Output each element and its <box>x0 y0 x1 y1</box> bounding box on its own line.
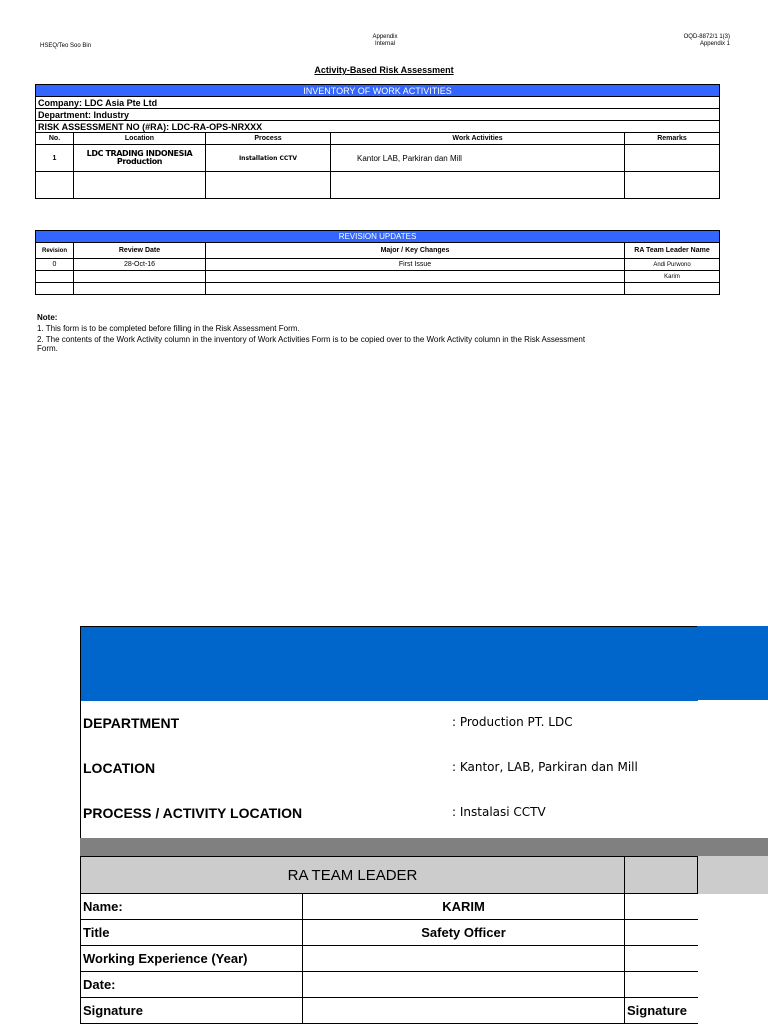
header-doc-ref-line2: Appendix 1 <box>699 41 730 47</box>
col-no: No. <box>36 133 74 145</box>
section-banner-extension <box>697 626 768 700</box>
team-leader-table <box>80 856 698 1024</box>
header-appendix <box>340 34 430 48</box>
row-process: Installation CCTV <box>206 145 331 172</box>
leader-header-extension <box>697 856 768 894</box>
header-appendix-line1: Appendix <box>372 34 398 40</box>
col-revision: Revision <box>36 243 74 259</box>
rev-date <box>74 271 206 283</box>
header-doc-ref-line1: OQD-8872/1 1(3) <box>683 34 730 40</box>
process-label: PROCESS / ACTIVITY LOCATION <box>83 805 303 821</box>
note-item: 1. This form is to be completed before filling in the Risk Assessment Form. <box>37 324 300 333</box>
leader-header-blank <box>625 857 698 894</box>
rev-date <box>74 283 206 295</box>
location-value: : Kantor, LAB, Parkiran dan Mill <box>452 760 638 774</box>
company-row: Company: LDC Asia Pte Ltd <box>36 97 720 109</box>
name-value: KARIM <box>303 894 625 920</box>
date-extra <box>625 972 698 998</box>
rev-number <box>36 271 74 283</box>
notes-section <box>37 313 597 355</box>
department-value: : Production PT. LDC <box>452 715 573 729</box>
section-banner <box>80 626 698 701</box>
table-row <box>36 172 720 199</box>
col-work-activities: Work Activities <box>331 133 625 145</box>
col-team-leader: RA Team Leader Name <box>625 243 720 259</box>
date-value <box>303 972 625 998</box>
rev-leader: Karim <box>625 271 720 283</box>
title-extra <box>625 920 698 946</box>
table-row <box>81 998 698 1024</box>
name-extra <box>625 894 698 920</box>
department-row: Department: Industry <box>36 109 720 121</box>
row-remarks <box>625 145 720 172</box>
table-row <box>81 972 698 998</box>
table-row <box>81 920 698 946</box>
header-appendix-line2: Internal <box>374 41 395 47</box>
process-value: : Instalasi CCTV <box>452 805 546 819</box>
document-title: Activity-Based Risk Assessment <box>314 65 454 75</box>
header-doc-ref <box>684 34 730 48</box>
inventory-bar: INVENTORY OF WORK ACTIVITIES <box>36 85 720 97</box>
rev-leader: Andi Purwono <box>625 259 720 271</box>
row-no: 1 <box>36 145 74 172</box>
rev-number <box>36 283 74 295</box>
date-label: Date: <box>81 972 303 998</box>
row-location: LDC TRADING INDONESIA Production <box>74 145 206 172</box>
col-location: Location <box>74 133 206 145</box>
ra-number-row: RISK ASSESSMENT NO (#RA): LDC-RA-OPS-NRXXX <box>36 121 720 133</box>
signature-label-right: Signature <box>625 998 698 1024</box>
col-process: Process <box>206 133 331 145</box>
title-value: Safety Officer <box>303 920 625 946</box>
rev-date: 28-Oct-16 <box>74 259 206 271</box>
notes-heading: Note: <box>37 313 58 322</box>
rev-changes <box>206 283 625 295</box>
rev-changes <box>206 271 625 283</box>
col-key-changes: Major / Key Changes <box>206 243 625 259</box>
col-remarks: Remarks <box>625 133 720 145</box>
name-label: Name: <box>81 894 303 920</box>
experience-label: Working Experience (Year) <box>81 946 303 972</box>
experience-extra <box>625 946 698 972</box>
table-row <box>36 271 720 283</box>
signature-label: Signature <box>81 998 303 1024</box>
inventory-table <box>35 84 720 199</box>
header-author: HSEQ/Teo Soo Bin <box>40 43 92 49</box>
col-review-date: Review Date <box>74 243 206 259</box>
leader-header: RA TEAM LEADER <box>81 857 625 894</box>
row-work-activities: Kantor LAB, Parkiran dan Mill <box>331 145 625 172</box>
table-row <box>36 283 720 295</box>
rev-number: 0 <box>36 259 74 271</box>
gray-divider <box>80 838 697 856</box>
gray-divider-extension <box>697 838 768 856</box>
rev-changes: First Issue <box>206 259 625 271</box>
location-label: LOCATION <box>83 760 156 776</box>
table-row <box>36 259 720 271</box>
revision-table <box>35 230 720 295</box>
title-label: Title <box>81 920 303 946</box>
note-item: 2. The contents of the Work Activity column in the inventory of Work Activities Form is to be copied over to the Work Activity column in the Risk Assessment Form. <box>37 335 586 353</box>
table-row <box>36 145 720 172</box>
experience-value <box>303 946 625 972</box>
table-row <box>81 894 698 920</box>
revision-bar: REVISION UPDATES <box>36 231 720 243</box>
department-label: DEPARTMENT <box>83 715 180 731</box>
table-row <box>81 946 698 972</box>
signature-value <box>303 998 625 1024</box>
rev-leader <box>625 283 720 295</box>
